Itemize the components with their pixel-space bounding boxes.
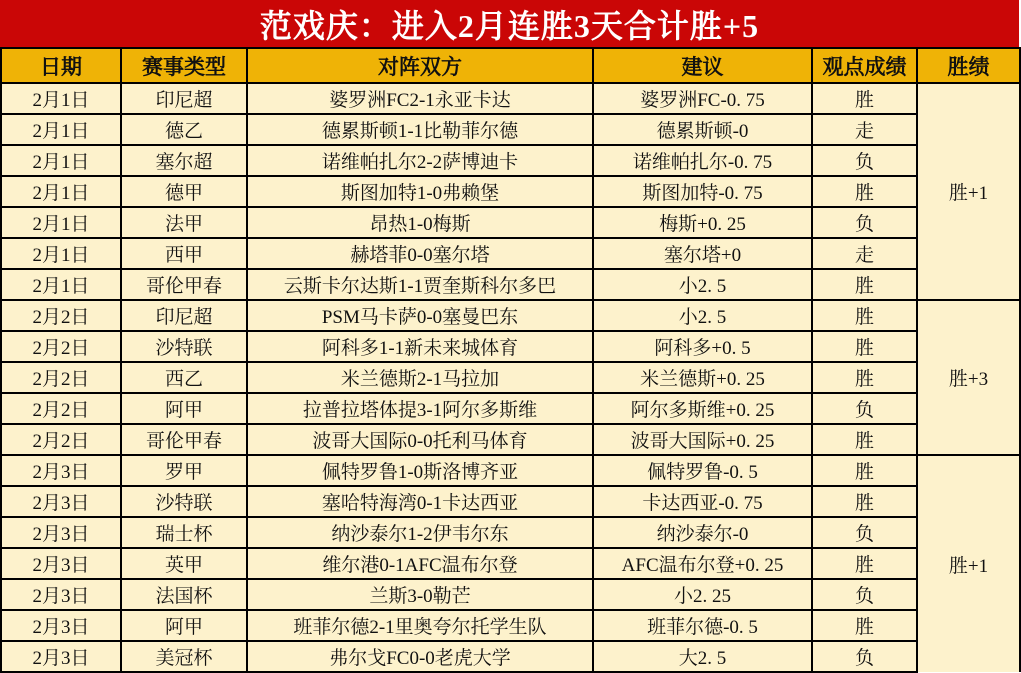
result-cell: 负: [812, 579, 917, 610]
date-cell: 2月1日: [1, 207, 121, 238]
match-cell: 弗尔戈FC0-0老虎大学: [247, 641, 593, 672]
table-row: [1, 579, 1020, 610]
match-cell: 阿科多1-1新未来城体育: [247, 331, 593, 362]
table-header: [1, 48, 1020, 83]
suggestion-cell: 小2. 5: [593, 269, 812, 300]
suggestion-cell: 诺维帕扎尔-0. 75: [593, 145, 812, 176]
match-cell: 米兰德斯2-1马拉加: [247, 362, 593, 393]
date-cell: 2月3日: [1, 610, 121, 641]
date-cell: 2月3日: [1, 517, 121, 548]
match-cell: 兰斯3-0勒芒: [247, 579, 593, 610]
result-cell: 胜: [812, 300, 917, 331]
table-row: [1, 331, 1020, 362]
table-row: [1, 114, 1020, 145]
date-cell: 2月1日: [1, 176, 121, 207]
league-cell: 德乙: [121, 114, 247, 145]
result-cell: 负: [812, 145, 917, 176]
date-cell: 2月3日: [1, 579, 121, 610]
result-cell: 胜: [812, 269, 917, 300]
match-cell: 赫塔菲0-0塞尔塔: [247, 238, 593, 269]
header-cell-league: 赛事类型: [121, 48, 247, 83]
league-cell: 法甲: [121, 207, 247, 238]
result-cell: 负: [812, 641, 917, 672]
table-row: [1, 145, 1020, 176]
league-cell: 法国杯: [121, 579, 247, 610]
result-cell: 负: [812, 207, 917, 238]
header-cell-result: 观点成绩: [812, 48, 917, 83]
suggestion-cell: 斯图加特-0. 75: [593, 176, 812, 207]
suggestion-cell: 塞尔塔+0: [593, 238, 812, 269]
match-cell: 佩特罗鲁1-0斯洛博齐亚: [247, 455, 593, 486]
streak-summary-cell: 胜+1: [917, 83, 1020, 300]
league-cell: 哥伦甲春: [121, 269, 247, 300]
date-cell: 2月1日: [1, 114, 121, 145]
date-cell: 2月2日: [1, 362, 121, 393]
title-bar: [0, 0, 1019, 47]
match-cell: 波哥大国际0-0托利马体育: [247, 424, 593, 455]
table-row: [1, 176, 1020, 207]
league-cell: 西甲: [121, 238, 247, 269]
header-cell-match: 对阵双方: [247, 48, 593, 83]
table-row: [1, 362, 1020, 393]
result-cell: 胜: [812, 176, 917, 207]
league-cell: 沙特联: [121, 486, 247, 517]
date-cell: 2月3日: [1, 641, 121, 672]
table-row: [1, 641, 1020, 672]
league-cell: 美冠杯: [121, 641, 247, 672]
date-cell: 2月1日: [1, 145, 121, 176]
table-row: [1, 300, 1020, 331]
match-cell: 婆罗洲FC2-1永亚卡达: [247, 83, 593, 114]
suggestion-cell: 卡达西亚-0. 75: [593, 486, 812, 517]
table-row: [1, 517, 1020, 548]
result-cell: 负: [812, 393, 917, 424]
results-table: [0, 47, 1021, 673]
result-cell: 负: [812, 517, 917, 548]
league-cell: 西乙: [121, 362, 247, 393]
date-cell: 2月2日: [1, 393, 121, 424]
header-row: [1, 48, 1020, 83]
table-body: [1, 83, 1020, 672]
suggestion-cell: 梅斯+0. 25: [593, 207, 812, 238]
match-cell: 云斯卡尔达斯1-1贾奎斯科尔多巴: [247, 269, 593, 300]
date-cell: 2月3日: [1, 486, 121, 517]
suggestion-cell: 纳沙泰尔-0: [593, 517, 812, 548]
match-cell: 维尔港0-1AFC温布尔登: [247, 548, 593, 579]
suggestion-cell: 阿尔多斯维+0. 25: [593, 393, 812, 424]
suggestion-cell: 米兰德斯+0. 25: [593, 362, 812, 393]
result-cell: 走: [812, 238, 917, 269]
match-cell: 斯图加特1-0弗赖堡: [247, 176, 593, 207]
suggestion-cell: 大2. 5: [593, 641, 812, 672]
date-cell: 2月1日: [1, 83, 121, 114]
league-cell: 阿甲: [121, 610, 247, 641]
suggestion-cell: 班菲尔德-0. 5: [593, 610, 812, 641]
match-cell: 德累斯顿1-1比勒菲尔德: [247, 114, 593, 145]
league-cell: 瑞士杯: [121, 517, 247, 548]
match-cell: 诺维帕扎尔2-2萨博迪卡: [247, 145, 593, 176]
date-cell: 2月3日: [1, 455, 121, 486]
date-cell: 2月1日: [1, 238, 121, 269]
suggestion-cell: 小2. 25: [593, 579, 812, 610]
header-cell-date: 日期: [1, 48, 121, 83]
table-row: [1, 207, 1020, 238]
result-cell: 胜: [812, 331, 917, 362]
match-cell: 纳沙泰尔1-2伊韦尔东: [247, 517, 593, 548]
table-row: [1, 610, 1020, 641]
suggestion-cell: AFC温布尔登+0. 25: [593, 548, 812, 579]
league-cell: 罗甲: [121, 455, 247, 486]
match-cell: 拉普拉塔体提3-1阿尔多斯维: [247, 393, 593, 424]
league-cell: 英甲: [121, 548, 247, 579]
date-cell: 2月1日: [1, 269, 121, 300]
streak-summary-cell: 胜+1: [917, 455, 1020, 672]
league-cell: 印尼超: [121, 83, 247, 114]
match-cell: 昂热1-0梅斯: [247, 207, 593, 238]
table-row: [1, 548, 1020, 579]
result-cell: 胜: [812, 424, 917, 455]
result-cell: 胜: [812, 548, 917, 579]
league-cell: 哥伦甲春: [121, 424, 247, 455]
table-row: [1, 83, 1020, 114]
table-row: [1, 269, 1020, 300]
date-cell: 2月3日: [1, 548, 121, 579]
league-cell: 塞尔超: [121, 145, 247, 176]
suggestion-cell: 波哥大国际+0. 25: [593, 424, 812, 455]
suggestion-cell: 佩特罗鲁-0. 5: [593, 455, 812, 486]
streak-summary-cell: 胜+3: [917, 300, 1020, 455]
league-cell: 阿甲: [121, 393, 247, 424]
table-row: [1, 393, 1020, 424]
result-cell: 走: [812, 114, 917, 145]
table-row: [1, 486, 1020, 517]
match-cell: 塞哈特海湾0-1卡达西亚: [247, 486, 593, 517]
suggestion-cell: 小2. 5: [593, 300, 812, 331]
header-cell-suggestion: 建议: [593, 48, 812, 83]
date-cell: 2月2日: [1, 300, 121, 331]
result-cell: 胜: [812, 486, 917, 517]
result-cell: 胜: [812, 610, 917, 641]
league-cell: 德甲: [121, 176, 247, 207]
table-row: [1, 455, 1020, 486]
table-row: [1, 424, 1020, 455]
date-cell: 2月2日: [1, 424, 121, 455]
match-cell: PSM马卡萨0-0塞曼巴东: [247, 300, 593, 331]
table-row: [1, 238, 1020, 269]
header-cell-streak: 胜绩: [917, 48, 1020, 83]
suggestion-cell: 阿科多+0. 5: [593, 331, 812, 362]
league-cell: 印尼超: [121, 300, 247, 331]
suggestion-cell: 德累斯顿-0: [593, 114, 812, 145]
result-cell: 胜: [812, 83, 917, 114]
date-cell: 2月2日: [1, 331, 121, 362]
suggestion-cell: 婆罗洲FC-0. 75: [593, 83, 812, 114]
result-cell: 胜: [812, 455, 917, 486]
match-cell: 班菲尔德2-1里奥夸尔托学生队: [247, 610, 593, 641]
page-title: 范戏庆：进入2月连胜3天合计胜+5: [259, 7, 760, 44]
league-cell: 沙特联: [121, 331, 247, 362]
result-cell: 胜: [812, 362, 917, 393]
